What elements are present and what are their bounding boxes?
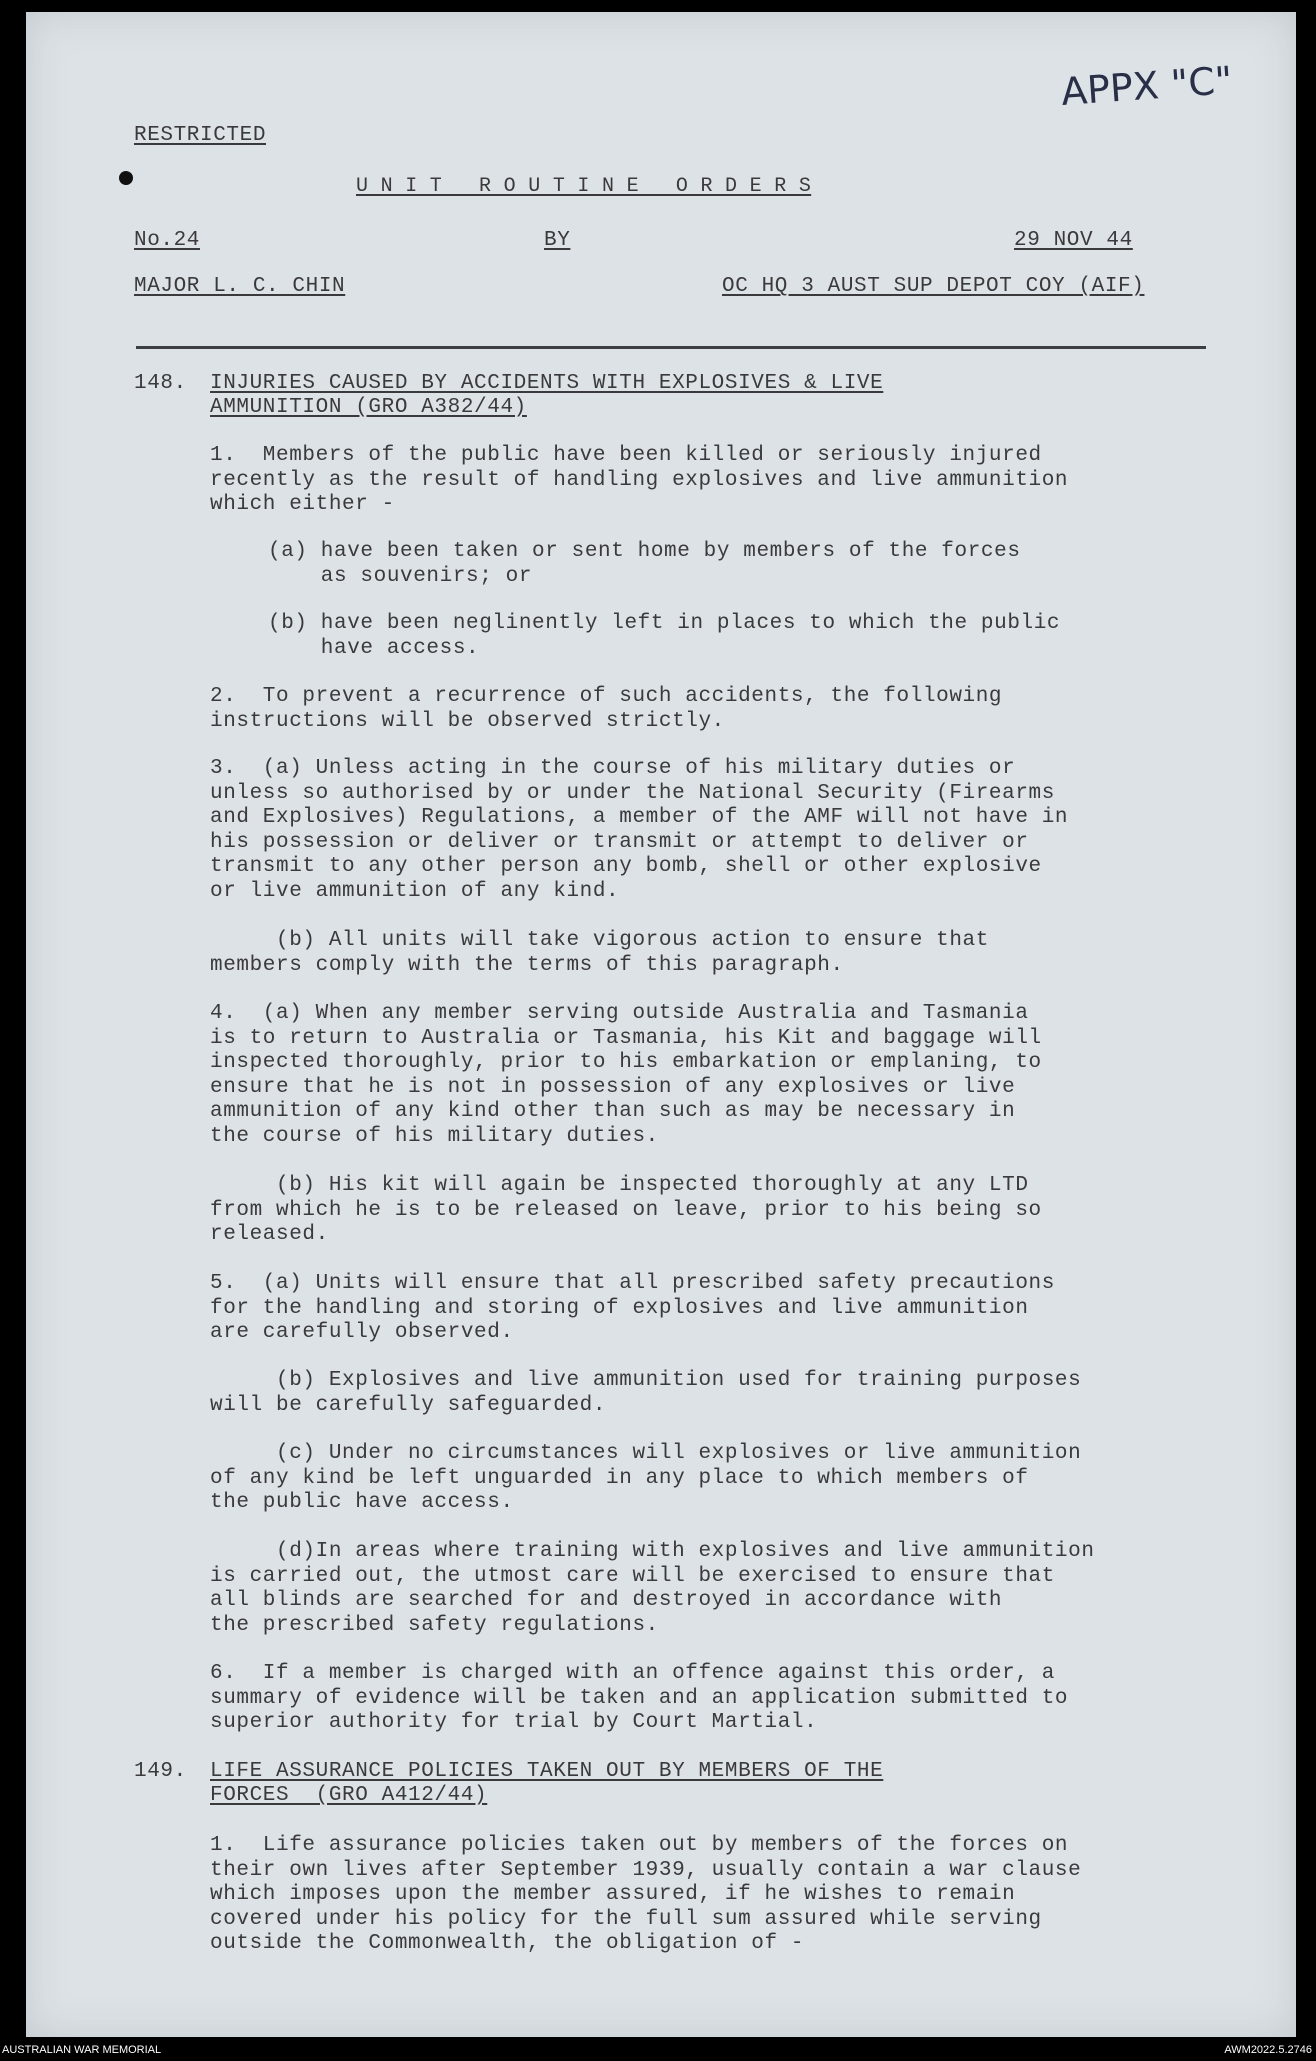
- paragraph-line: instructions will be observed strictly.: [210, 709, 725, 733]
- paragraph-line: (b) All units will take vigorous action to ensure that: [210, 929, 989, 952]
- paragraph-line: 6. If a member is charged with an offence against this order, a: [210, 1662, 1055, 1685]
- paragraph-line: is carried out, the utmost care will be exercised to ensure that: [210, 1564, 1055, 1588]
- paragraph-line: ammunition of any kind other than such as may be necessary in: [210, 1100, 1016, 1123]
- paragraph-line: or live ammunition of any kind.: [210, 879, 620, 903]
- paragraph-line: have access.: [268, 636, 480, 660]
- paragraph-line: summary of evidence will be taken and an application submitted to: [210, 1686, 1069, 1710]
- item-149-heading-line1: LIFE ASSURANCE POLICIES TAKEN OUT BY MEMBERS OF THE: [210, 1760, 884, 1783]
- paragraph-line: ensure that he is not in possession of any explosives or live: [210, 1075, 1016, 1099]
- paragraph: [210, 929, 989, 978]
- paragraph-line: inspected thoroughly, prior to his embarkation or emplaning, to: [210, 1051, 1042, 1074]
- paragraph-line: (b) His kit will again be inspected thoroughly at any LTD: [210, 1174, 1029, 1197]
- paragraph-line: from which he is to be released on leave, prior to his being so: [210, 1198, 1042, 1222]
- paragraph-line: covered under his policy for the full sum assured while serving: [210, 1907, 1042, 1931]
- paragraph-line: (d)In areas where training with explosives and live ammunition: [210, 1540, 1095, 1563]
- paragraph: [210, 685, 1002, 734]
- officer-name: MAJOR L. C. CHIN: [134, 275, 346, 298]
- paragraph: [210, 1662, 1068, 1736]
- punch-hole: [119, 171, 133, 185]
- item-148-heading-line2: AMMUNITION (GRO A382/44): [210, 396, 527, 419]
- paragraph: [210, 1174, 1042, 1248]
- paragraph-line: recently as the result of handling explosives and live ammunition: [210, 468, 1069, 492]
- paragraph-line: (a) have been taken or sent home by members of the forces: [268, 540, 1021, 563]
- paragraph-line: his possession or deliver or transmit or attempt to deliver or: [210, 830, 1029, 854]
- paragraph-line: 5. (a) Units will ensure that all prescribed safety precautions: [210, 1272, 1055, 1295]
- document-page: [26, 12, 1296, 2037]
- paragraph-line: 1. Life assurance policies taken out by members of the forces on: [210, 1834, 1069, 1857]
- paragraph: [210, 1540, 1095, 1638]
- paragraph-line: (c) Under no circumstances will explosives or live ammunition: [210, 1442, 1082, 1465]
- paragraph-line: 4. (a) When any member serving outside Australia and Tasmania: [210, 1002, 1029, 1025]
- paragraph-line: as souvenirs; or: [268, 564, 533, 588]
- order-date: 29 NOV 44: [1014, 229, 1133, 252]
- paragraph-line: members comply with the terms of this paragraph.: [210, 953, 844, 977]
- paragraph-line: which imposes upon the member assured, if he wishes to remain: [210, 1883, 1016, 1906]
- order-number: No.24: [134, 229, 201, 252]
- paragraph: [268, 540, 1021, 589]
- by-label: BY: [544, 229, 571, 252]
- document-title: U N I T R O U T I N E O R D E R S: [356, 175, 812, 198]
- paragraph-line: which either -: [210, 493, 395, 516]
- paragraph-line: are carefully observed.: [210, 1321, 514, 1344]
- paragraph-line: released.: [210, 1223, 329, 1246]
- paragraph: [210, 1272, 1055, 1346]
- paragraph-line: unless so authorised by or under the National Security (Firearms: [210, 781, 1055, 805]
- paragraph-line: the course of his military duties.: [210, 1124, 659, 1148]
- paragraph-line: is to return to Australia or Tasmania, his Kit and baggage will: [210, 1026, 1042, 1050]
- paragraph: [210, 757, 1068, 904]
- paragraph-line: outside the Commonwealth, the obligation of -: [210, 1932, 805, 1955]
- paragraph-line: (b) have been neglinently left in places to which the public: [268, 612, 1061, 635]
- paragraph-line: 1. Members of the public have been killed or seriously injured: [210, 444, 1042, 467]
- paragraph: [210, 1369, 1081, 1418]
- classification-label: RESTRICTED: [134, 124, 267, 147]
- paragraph-line: the public have access.: [210, 1491, 514, 1514]
- paragraph: [210, 1002, 1042, 1149]
- paragraph-line: superior authority for trial by Court Martial.: [210, 1711, 818, 1734]
- paragraph-line: of any kind be left unguarded in any place to which members of: [210, 1466, 1029, 1490]
- paragraph-line: 2. To prevent a recurrence of such accidents, the following: [210, 685, 1003, 708]
- paragraph: [268, 612, 1060, 661]
- paragraph-line: and Explosives) Regulations, a member of the AMF will not have in: [210, 806, 1069, 829]
- paragraph: [210, 1442, 1081, 1516]
- paragraph-line: for the handling and storing of explosives and live ammunition: [210, 1296, 1029, 1320]
- paragraph-line: (b) Explosives and live ammunition used for training purposes: [210, 1369, 1082, 1392]
- paragraph-line: 3. (a) Unless acting in the course of his military duties or: [210, 757, 1016, 780]
- paragraph-line: transmit to any other person any bomb, shell or other explosive: [210, 855, 1042, 878]
- item-number-148: 148.: [134, 372, 187, 395]
- paragraph-line: the prescribed safety regulations.: [210, 1613, 659, 1637]
- paragraph: [210, 1834, 1081, 1957]
- footer-source: AUSTRALIAN WAR MEMORIAL: [2, 2044, 162, 2056]
- paragraph-line: their own lives after September 1939, usually contain a war clause: [210, 1858, 1082, 1882]
- header-rule: [136, 346, 1206, 349]
- unit-name: OC HQ 3 AUST SUP DEPOT COY (AIF): [722, 275, 1145, 298]
- item-148-heading-line1: INJURIES CAUSED BY ACCIDENTS WITH EXPLOSIVES & LIVE: [210, 372, 884, 395]
- item-149-heading-line2: FORCES (GRO A412/44): [210, 1784, 488, 1807]
- footer-reference: AWM2022.5.2746: [1224, 2044, 1312, 2056]
- item-number-149: 149.: [134, 1760, 187, 1783]
- handwritten-annotation: APPX "C": [1059, 58, 1234, 114]
- paragraph-line: will be carefully safeguarded.: [210, 1393, 607, 1417]
- paragraph-line: all blinds are searched for and destroyed in accordance with: [210, 1589, 1003, 1612]
- paragraph: [210, 444, 1068, 518]
